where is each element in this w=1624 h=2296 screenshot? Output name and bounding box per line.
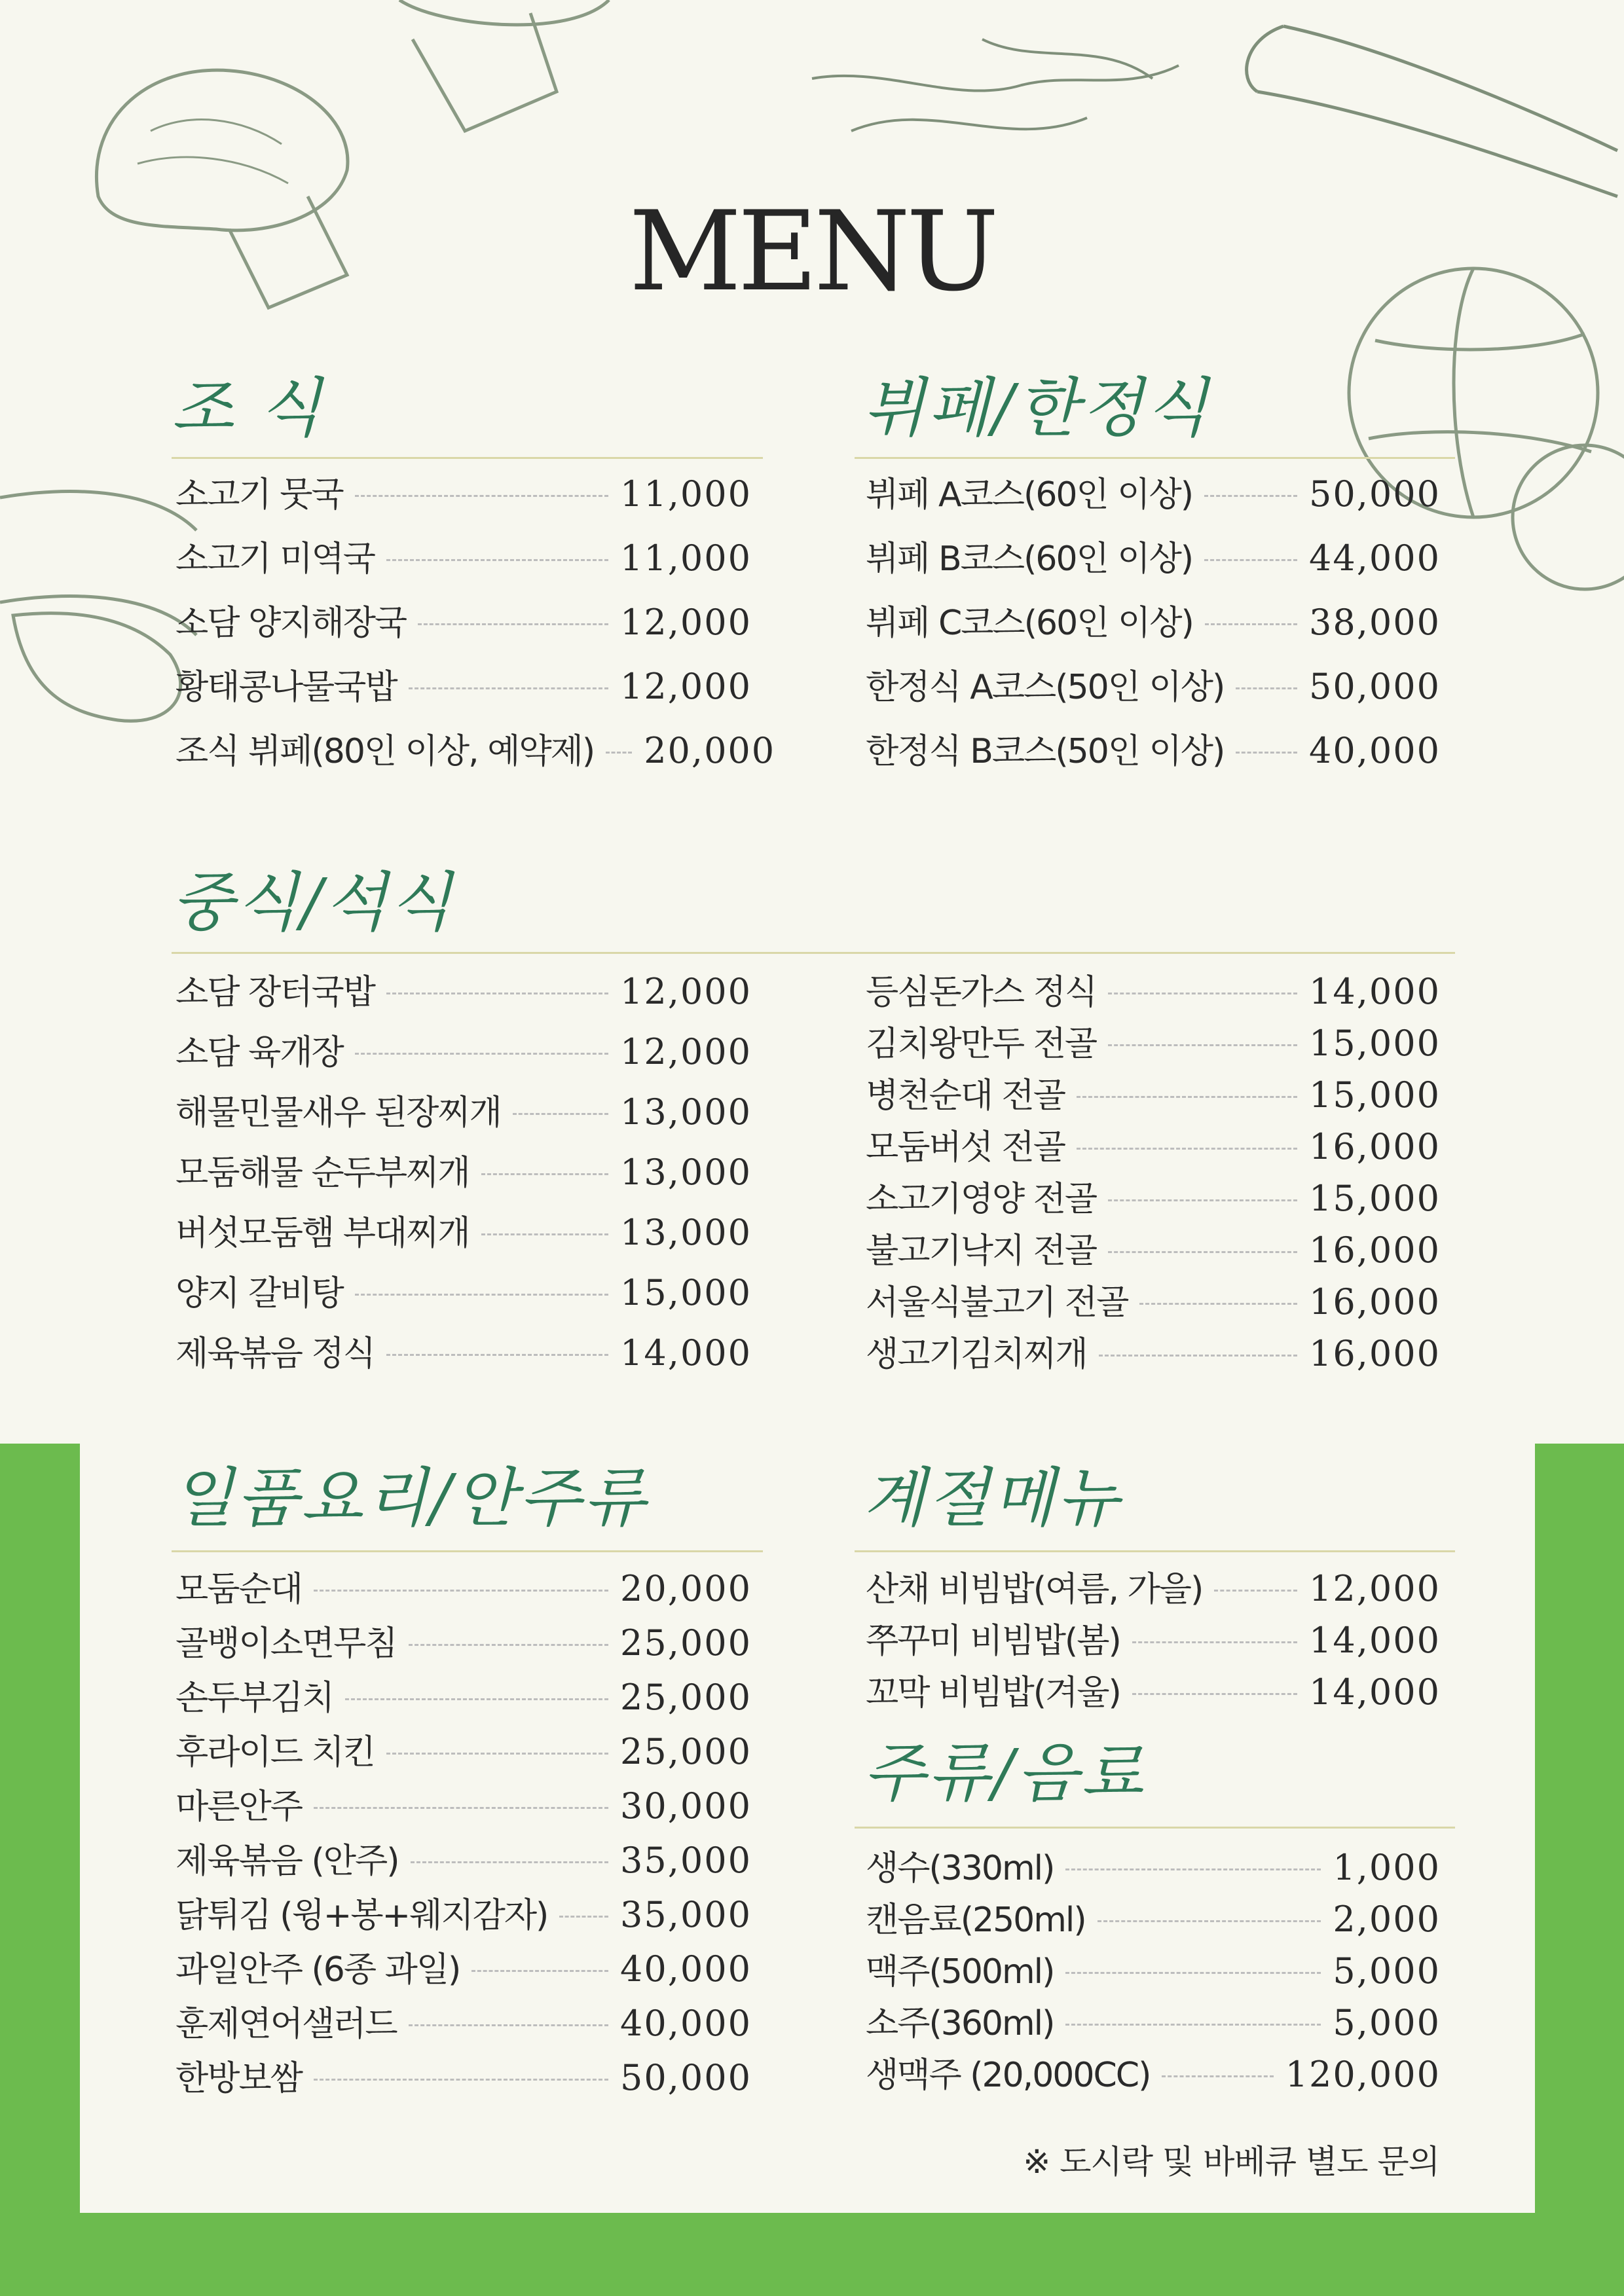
dot-leader xyxy=(606,752,632,754)
dot-leader xyxy=(1108,1044,1297,1046)
menu-item xyxy=(175,2057,752,2115)
menu-item-name: 소담 장터국밥 xyxy=(175,973,375,1012)
menu-item-name: 뷔페 A코스(60인 이상) xyxy=(866,475,1192,515)
menu-item-price: 16,000 xyxy=(1309,1333,1441,1374)
dot-leader xyxy=(386,559,608,561)
menu-item-price: 40,000 xyxy=(620,1948,752,1990)
menu-item xyxy=(175,1091,752,1155)
dot-leader xyxy=(1099,1355,1297,1357)
menu-item-price: 20,000 xyxy=(644,730,776,771)
menu-item-price: 50,000 xyxy=(620,2057,752,2098)
menu-item-name: 마른안주 xyxy=(175,1787,302,1827)
dot-leader xyxy=(314,2079,608,2081)
dot-leader xyxy=(1108,1251,1297,1253)
menu-item-name: 조식 뷔페(80인 이상, 예약제) xyxy=(175,732,595,771)
side-dishes-list xyxy=(175,1568,752,2115)
dot-leader xyxy=(1236,752,1297,754)
dot-leader xyxy=(409,687,608,689)
dot-leader xyxy=(1132,1693,1297,1695)
dot-leader xyxy=(1065,1868,1321,1870)
dot-leader xyxy=(481,1173,608,1175)
menu-item xyxy=(175,1031,752,1095)
menu-item-price: 5,000 xyxy=(1333,1950,1441,1992)
menu-item-price: 25,000 xyxy=(620,1677,752,1718)
dot-leader xyxy=(1204,495,1297,497)
menu-item-name: 제육볶음 정식 xyxy=(175,1334,375,1374)
section-title-buffet: 뷔페/한정식 xyxy=(863,371,1211,446)
menu-item xyxy=(866,1620,1441,1675)
menu-item-price: 50,000 xyxy=(1309,666,1441,707)
dot-leader xyxy=(314,1590,608,1592)
menu-item-name: 한방보쌈 xyxy=(175,2059,302,2098)
menu-item-name: 후라이드 치킨 xyxy=(175,1733,375,1772)
menu-item-price: 120,000 xyxy=(1285,2054,1441,2095)
section-title-seasonal: 계절메뉴 xyxy=(863,1461,1122,1536)
menu-item-price: 16,000 xyxy=(1309,1230,1441,1271)
drinks-list xyxy=(866,1847,1441,2109)
menu-item xyxy=(866,1847,1441,1902)
menu-item-price: 12,000 xyxy=(620,602,752,643)
dot-leader xyxy=(355,1294,608,1296)
menu-item-name: 버섯모둠햄 부대찌개 xyxy=(175,1214,470,1253)
dot-leader xyxy=(1077,1148,1297,1150)
menu-item-price: 12,000 xyxy=(1309,1568,1441,1609)
menu-item-price: 15,000 xyxy=(1309,1178,1441,1219)
section-title-drinks: 주류/음료 xyxy=(863,1736,1146,1811)
menu-item-name: 소담 육개장 xyxy=(175,1033,343,1072)
divider xyxy=(855,457,1455,459)
menu-item xyxy=(866,666,1441,733)
menu-item-name: 손두부김치 xyxy=(175,1679,334,1718)
menu-item-name: 골뱅이소면무침 xyxy=(175,1624,397,1664)
menu-item xyxy=(175,1840,752,1897)
dot-leader xyxy=(409,2024,608,2026)
menu-item xyxy=(866,1281,1441,1336)
section-title-lunch-dinner: 중식/석식 xyxy=(172,866,454,940)
menu-item xyxy=(866,1230,1441,1285)
menu-item-name: 소주(360ml) xyxy=(866,2004,1054,2043)
dot-leader xyxy=(314,1807,608,1809)
menu-item-price: 25,000 xyxy=(620,1731,752,1772)
lunch-dinner-left-list xyxy=(175,971,752,1396)
menu-item-name: 캔음료(250ml) xyxy=(866,1901,1086,1940)
menu-item-name: 불고기낙지 전골 xyxy=(866,1231,1097,1271)
dot-leader xyxy=(1108,1199,1297,1201)
menu-item-name: 모둠버섯 전골 xyxy=(866,1128,1065,1167)
dot-leader xyxy=(418,623,608,625)
menu-item-name: 황태콩나물국밥 xyxy=(175,668,397,707)
menu-item-name: 모둠해물 순두부찌개 xyxy=(175,1154,470,1193)
menu-item-price: 40,000 xyxy=(620,2003,752,2044)
menu-item-name: 꼬막 비빔밥(겨울) xyxy=(866,1673,1120,1713)
menu-item-name: 뷔페 B코스(60인 이상) xyxy=(866,539,1193,579)
menu-item-name: 모둠순대 xyxy=(175,1570,302,1609)
dot-leader xyxy=(481,1233,608,1235)
menu-item-name: 소담 양지해장국 xyxy=(175,604,407,643)
menu-item-price: 1,000 xyxy=(1333,1847,1441,1888)
dot-leader xyxy=(1214,1590,1297,1592)
dot-leader xyxy=(345,1698,608,1700)
menu-item xyxy=(175,971,752,1034)
dot-leader xyxy=(1139,1303,1297,1305)
menu-item xyxy=(866,538,1441,605)
dot-leader xyxy=(386,1354,608,1356)
menu-item-price: 14,000 xyxy=(620,1332,752,1374)
dot-leader xyxy=(1204,559,1297,561)
menu-item xyxy=(175,730,776,797)
menu-item xyxy=(866,971,1441,1026)
menu-item xyxy=(866,1950,1441,2005)
menu-item-price: 20,000 xyxy=(620,1568,752,1609)
menu-item xyxy=(175,602,752,669)
dot-leader xyxy=(1162,2075,1273,2077)
menu-item-price: 14,000 xyxy=(1309,1671,1441,1713)
menu-item-price: 14,000 xyxy=(1309,971,1441,1012)
menu-item-price: 30,000 xyxy=(620,1785,752,1827)
dot-leader xyxy=(1065,2024,1321,2026)
menu-item xyxy=(866,1671,1441,1726)
dot-leader xyxy=(386,993,608,994)
menu-item-name: 쭈꾸미 비빔밥(봄) xyxy=(866,1622,1120,1661)
menu-item-name: 과일안주 (6종 과일) xyxy=(175,1950,460,1990)
menu-item-price: 14,000 xyxy=(1309,1620,1441,1661)
menu-item-price: 25,000 xyxy=(620,1622,752,1664)
footer-note: ※ 도시락 및 바베큐 별도 문의 xyxy=(1023,2143,1439,2181)
menu-item xyxy=(866,1023,1441,1078)
divider xyxy=(855,1550,1455,1552)
dot-leader xyxy=(1108,993,1297,994)
dot-leader xyxy=(1065,1972,1321,1974)
menu-item-price: 15,000 xyxy=(1309,1023,1441,1064)
menu-item-price: 13,000 xyxy=(620,1152,752,1193)
breakfast-list xyxy=(175,473,776,797)
seasonal-list xyxy=(866,1568,1441,1726)
menu-item-name: 생고기김치찌개 xyxy=(866,1335,1087,1374)
menu-item xyxy=(175,538,752,605)
divider xyxy=(172,1550,763,1552)
menu-item-price: 16,000 xyxy=(1309,1281,1441,1322)
divider xyxy=(172,457,763,459)
dot-leader xyxy=(1098,1920,1321,1922)
menu-item xyxy=(866,1178,1441,1233)
menu-item xyxy=(175,666,752,733)
dot-leader xyxy=(1132,1641,1297,1643)
menu-item-price: 5,000 xyxy=(1333,2002,1441,2043)
menu-item-price: 12,000 xyxy=(620,971,752,1012)
menu-item-name: 소고기 미역국 xyxy=(175,539,375,579)
menu-item-price: 38,000 xyxy=(1309,602,1441,643)
menu-item-price: 12,000 xyxy=(620,666,752,707)
divider xyxy=(172,952,1455,954)
menu-item xyxy=(866,1899,1441,1954)
menu-item-price: 50,000 xyxy=(1309,473,1441,515)
menu-item-price: 2,000 xyxy=(1333,1899,1441,1940)
menu-item-price: 16,000 xyxy=(1309,1126,1441,1167)
menu-item-name: 닭튀김 (윙+봉+웨지감자) xyxy=(175,1896,548,1935)
menu-item-name: 김치왕만두 전골 xyxy=(866,1025,1097,1064)
menu-item-price: 13,000 xyxy=(620,1212,752,1253)
dot-leader xyxy=(559,1916,608,1918)
menu-item-price: 11,000 xyxy=(620,538,752,579)
menu-item xyxy=(175,473,752,541)
dot-leader xyxy=(1077,1096,1297,1098)
menu-item xyxy=(175,1272,752,1336)
menu-item xyxy=(866,1568,1441,1623)
dot-leader xyxy=(409,1644,608,1646)
section-title-side-dishes: 일품요리/안주류 xyxy=(172,1461,648,1536)
menu-item xyxy=(175,1948,752,2006)
dot-leader xyxy=(471,1970,608,1972)
menu-item-price: 40,000 xyxy=(1309,730,1441,771)
menu-item-name: 소고기영양 전골 xyxy=(866,1180,1097,1219)
section-title-breakfast: 조 식 xyxy=(172,371,324,446)
page-title: MENU xyxy=(629,187,995,316)
menu-item xyxy=(175,1152,752,1215)
menu-item xyxy=(175,1212,752,1275)
menu-item xyxy=(175,1622,752,1680)
menu-item-name: 제육볶음 (안주) xyxy=(175,1842,399,1881)
menu-item-name: 소고기 뭇국 xyxy=(175,475,343,515)
menu-item xyxy=(866,2002,1441,2057)
menu-item xyxy=(175,2003,752,2060)
menu-item xyxy=(866,1074,1441,1129)
menu-item xyxy=(866,473,1441,541)
menu-item-price: 35,000 xyxy=(620,1840,752,1881)
menu-item xyxy=(175,1332,752,1396)
menu-item xyxy=(866,1126,1441,1181)
menu-item xyxy=(866,730,1441,797)
menu-item-name: 생수(330ml) xyxy=(866,1849,1054,1888)
dot-leader xyxy=(355,1053,608,1055)
menu-item-name: 맥주(500ml) xyxy=(866,1952,1054,1992)
menu-item-price: 44,000 xyxy=(1309,538,1441,579)
menu-item xyxy=(175,1785,752,1843)
menu-item-price: 15,000 xyxy=(620,1272,752,1313)
menu-item-name: 양지 갈비탕 xyxy=(175,1274,343,1313)
menu-item-name: 등심돈가스 정식 xyxy=(866,973,1097,1012)
menu-item-name: 병천순대 전골 xyxy=(866,1076,1065,1116)
lunch-dinner-right-list xyxy=(866,971,1441,1388)
menu-item xyxy=(175,1731,752,1789)
divider xyxy=(855,1827,1455,1829)
menu-item-name: 생맥주 (20,000CC) xyxy=(866,2056,1151,2095)
dot-leader xyxy=(386,1753,608,1755)
dot-leader xyxy=(1205,623,1297,625)
menu-item-name: 한정식 B코스(50인 이상) xyxy=(866,732,1225,771)
dot-leader xyxy=(1236,687,1297,689)
menu-item-price: 15,000 xyxy=(1309,1074,1441,1116)
menu-item-price: 11,000 xyxy=(620,473,752,515)
menu-item-name: 해물민물새우 된장찌개 xyxy=(175,1093,501,1133)
menu-item-name: 서울식불고기 전골 xyxy=(866,1283,1128,1322)
dot-leader xyxy=(411,1861,609,1863)
menu-item-price: 13,000 xyxy=(620,1091,752,1133)
dot-leader xyxy=(513,1113,608,1115)
menu-item-name: 한정식 A코스(50인 이상) xyxy=(866,668,1225,707)
menu-item xyxy=(175,1568,752,1626)
menu-item xyxy=(175,1894,752,1952)
menu-item xyxy=(866,2054,1441,2109)
menu-item-name: 산채 비빔밥(여름, 가을) xyxy=(866,1570,1203,1609)
dot-leader xyxy=(355,495,608,497)
menu-item-name: 뷔페 C코스(60인 이상) xyxy=(866,604,1193,643)
menu-item xyxy=(175,1677,752,1734)
menu-item-price: 35,000 xyxy=(620,1894,752,1935)
buffet-list xyxy=(866,473,1441,797)
menu-item-name: 훈제연어샐러드 xyxy=(175,2005,397,2044)
menu-item-price: 12,000 xyxy=(620,1031,752,1072)
menu-item xyxy=(866,1333,1441,1388)
menu-item xyxy=(866,602,1441,669)
